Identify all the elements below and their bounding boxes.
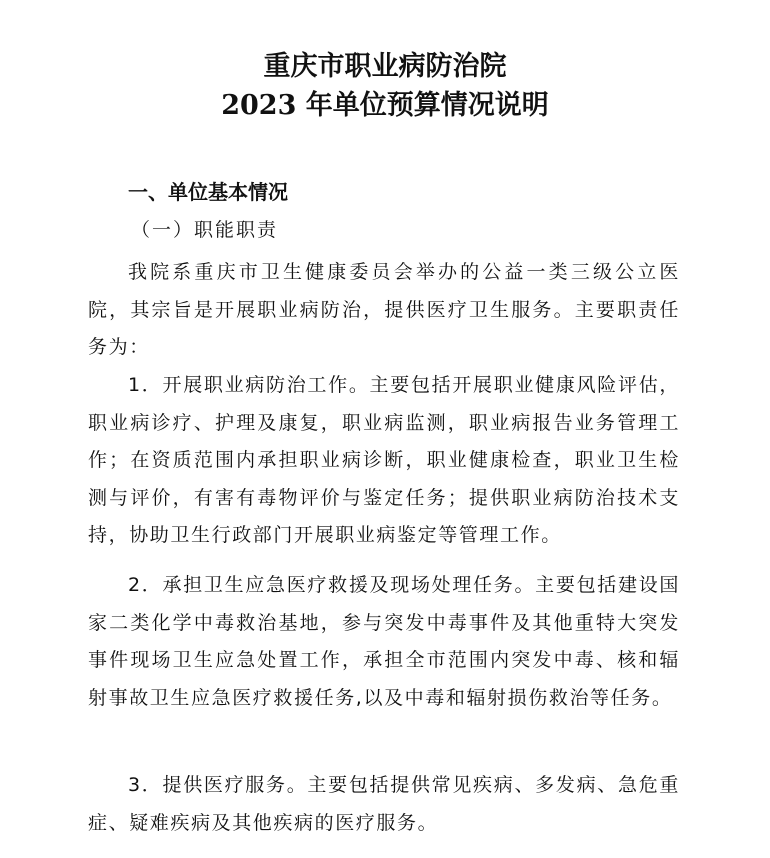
paragraph-intro: 我院系重庆市卫生健康委员会举办的公益一类三级公立医院，其宗旨是开展职业病防治，提供医疗卫生服务。主要职责任务为： [88, 261, 680, 358]
section-heading: 一、单位基本情况 [128, 180, 288, 204]
paragraph-duty-3: 3．提供医疗服务。主要包括提供常见疾病、多发病、急危重症、疑难疾病及其他疾病的医疗服务。 [88, 774, 680, 834]
paragraph-duty-2: 2．承担卫生应急医疗救援及现场处理任务。主要包括建设国家二类化学中毒救治基地，参与突发中毒事件及其他重特大突发事件现场卫生应急处置工作，承担全市范围内突发中毒、核和辐射事故卫生应急医疗救援任务,以及中毒和辐射损伤救治等任务。 [88, 574, 680, 709]
document-title-org: 重庆市职业病防治院 [263, 51, 507, 82]
subsection-heading: （一）职能职责 [131, 219, 279, 241]
paragraph-duty-1: 1．开展职业病防治工作。主要包括开展职业健康风险评估，职业病诊疗、护理及康复，职业病监测，职业病报告业务管理工作；在资质范围内承担职业病诊断，职业健康检查，职业卫生检测与评价，有害有毒物评价与鉴定任务；提供职业病防治技术支持，协助卫生行政部门开展职业病鉴定等管理工作。 [88, 374, 680, 546]
document-title-budget: 2023 年单位预算情况说明 [221, 90, 549, 121]
